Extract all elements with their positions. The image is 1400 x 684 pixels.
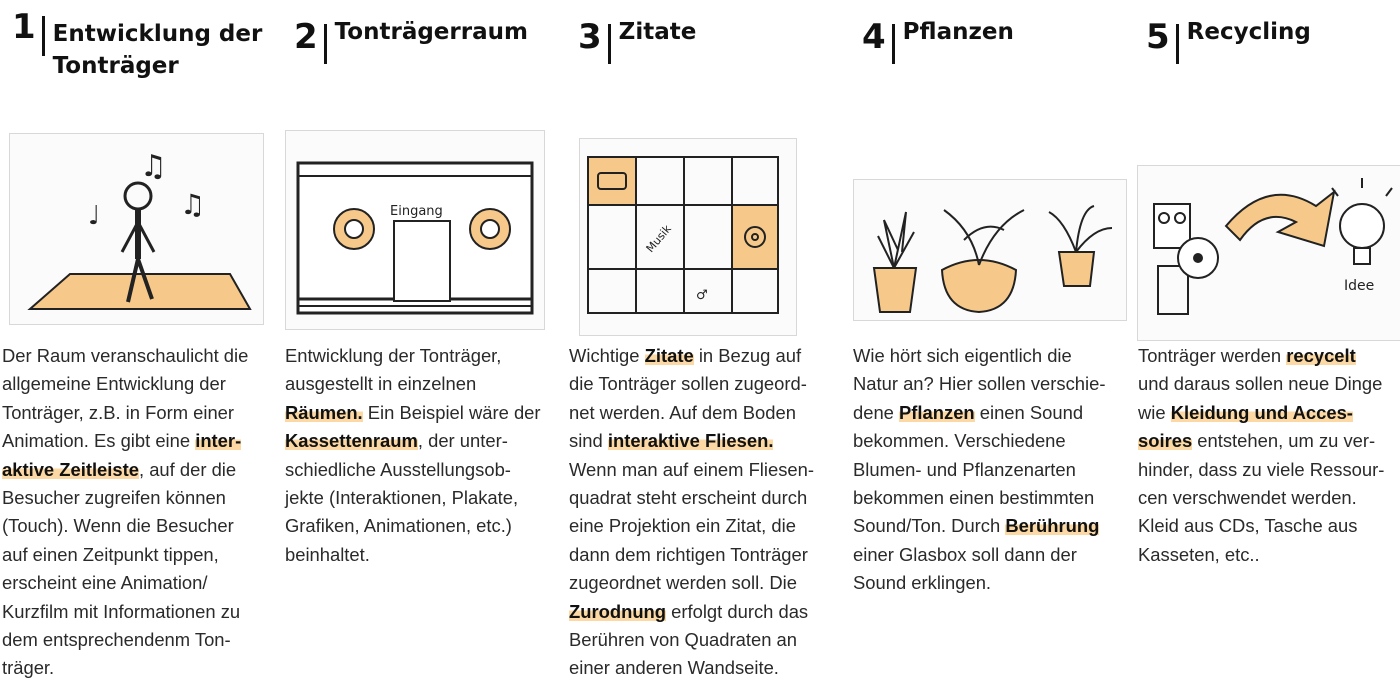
description-text: Wie hört sich eigentlich die Natur an? Hier sollen verschie- dene — [853, 345, 1106, 423]
svg-text:♫: ♫ — [180, 188, 206, 221]
sketch-potted-plants — [853, 179, 1127, 321]
section-5 — [1136, 0, 1400, 684]
sketch-dancing-figure — [9, 133, 264, 325]
section-number: 1 — [12, 7, 36, 47]
description-text: Wichtige — [569, 345, 645, 366]
description-text: in Bezug auf die Tonträger sollen zugeord- net werden. Auf dem Boden sind — [569, 345, 807, 452]
highlighted-term: recycelt — [1286, 345, 1356, 366]
description-text: einen Sound bekommen. Verschiedene Blumen- und Pflanzenarten bekommen einen bestimmten Sound/Ton. Durch — [853, 401, 1095, 537]
section-number: 5 — [1146, 17, 1170, 57]
section-header — [294, 8, 528, 64]
section-4 — [852, 0, 1136, 684]
header-divider — [608, 24, 611, 64]
description-text: erfolgt durch das Berühren von Quadraten an einer anderen Wandseite. — [569, 600, 809, 679]
header-divider — [892, 24, 895, 64]
highlighted-term: Berührung — [1005, 515, 1100, 537]
section-number: 4 — [862, 17, 886, 57]
section-description — [285, 342, 566, 569]
section-header — [12, 8, 262, 82]
description-text: einer Glasbox soll dann der Sound erklingen. — [853, 543, 1077, 594]
description-text: , der unter- schiedliche Ausstellungsob- jekte (Interaktionen, Plakate, Grafiken, Animationen, etc.) beinhaltet. — [285, 430, 519, 565]
description-text: Der Raum veranschaulicht die allgemeine Entwicklung der Tonträger, z.B. in Form einer Animation. Es gibt eine — [2, 345, 249, 452]
highlighted-term: inter- aktive Zeitleiste — [2, 430, 242, 480]
description-text: Tonträger werden — [1138, 345, 1287, 366]
description-text: Wenn man auf einem Fliesen- quadrat steht erscheint durch eine Projektion ein Zitat, die dann dem richtigen Tonträger zugeordnet werden soll. Die — [569, 458, 814, 594]
highlighted-term: Zitate — [644, 345, 694, 366]
highlighted-term: interaktive Fliesen. — [607, 430, 774, 452]
section-description — [569, 342, 852, 683]
highlighted-term: Räumen. — [285, 401, 363, 423]
sketch-room-entrance — [285, 130, 545, 330]
section-1 — [0, 0, 280, 684]
section-number: 3 — [578, 17, 602, 57]
section-header — [578, 8, 696, 64]
highlighted-term: Pflanzen — [899, 401, 975, 423]
sketch-floor-tiles — [579, 138, 797, 336]
section-header — [862, 8, 1014, 64]
highlighted-term: Kassettenraum — [285, 430, 418, 452]
description-text: Entwicklung der Tonträger, ausgestellt in einzelnen — [285, 345, 502, 395]
section-title: Zitate — [618, 19, 697, 45]
section-number: 2 — [294, 17, 318, 57]
description-text: entstehen, um zu ver- hinder, dass zu viele Ressour- cen verschwendet werden. Kleid aus CDs, Tasche aus Kasseten, etc.. — [1138, 430, 1385, 565]
highlighted-term: Zurodnung — [569, 600, 667, 622]
svg-text:♂: ♂ — [696, 288, 708, 303]
header-divider — [1176, 24, 1179, 64]
section-title: Tonträgerraum — [334, 19, 528, 45]
section-title: Pflanzen — [902, 19, 1014, 45]
description-text: und daraus sollen neue Dinge wie — [1138, 373, 1383, 423]
section-2 — [284, 0, 566, 684]
description-text: Ein Beispiel wäre der — [367, 401, 541, 423]
section-header — [1146, 8, 1311, 64]
idea-label: Idee — [1344, 278, 1375, 294]
svg-text:Musik: Musik — [643, 222, 674, 256]
section-description — [1138, 342, 1400, 569]
section-3 — [568, 0, 852, 684]
highlighted-term: Kleidung und Acces- soires — [1138, 401, 1353, 452]
entrance-label: Eingang — [390, 204, 443, 219]
description-text: , auf der die Besucher zugreifen können (Touch). Wenn die Besucher auf einen Zeitpunkt tippen, erscheint eine Animation/ Kurzfilm mit Informationen zu dem entsprechendenm Ton- träger. — [2, 458, 241, 679]
header-divider — [42, 16, 45, 56]
svg-text:♫: ♫ — [140, 149, 167, 184]
section-description — [2, 342, 280, 683]
section-title: Entwicklung der Tonträger — [52, 21, 263, 79]
sketch-recycling-idea — [1137, 165, 1400, 341]
section-title: Recycling — [1186, 19, 1311, 45]
section-description — [853, 342, 1136, 598]
svg-text:♩: ♩ — [88, 201, 101, 231]
header-divider — [324, 24, 327, 64]
